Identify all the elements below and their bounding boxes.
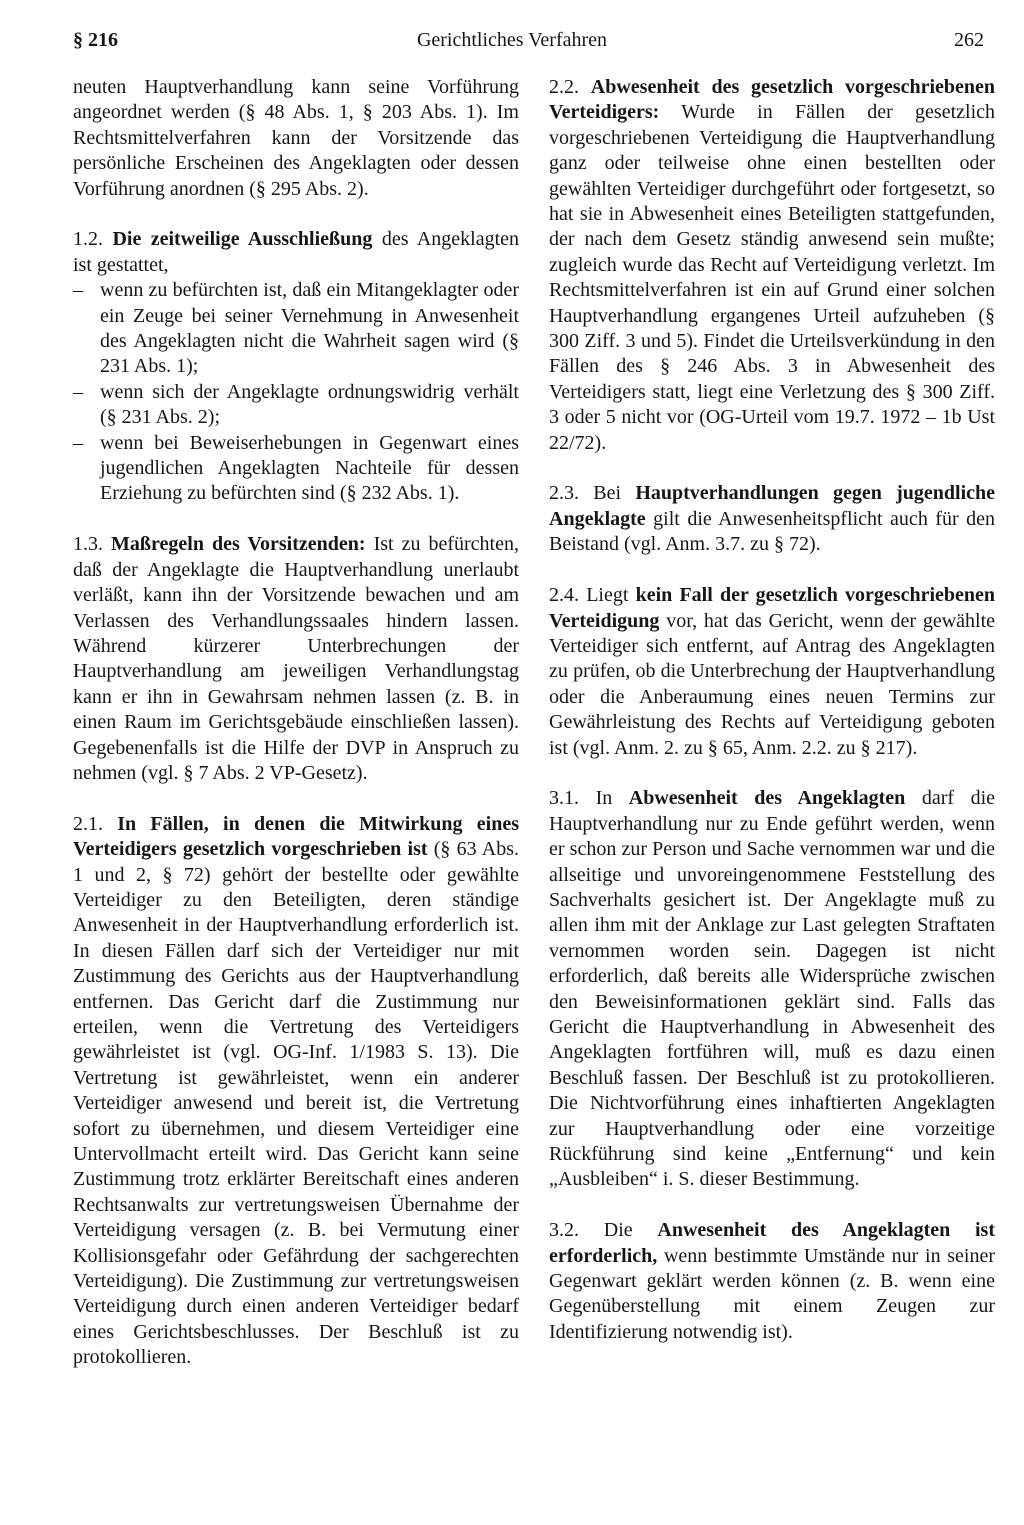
paragraph-2-1 [73,812,519,1371]
paragraph-heading: Abwesenheit des gesetzlich vorgeschriebenen Verteidigers: [549,76,996,124]
paragraph-text: Wurde in Fällen der gesetzlich vorgeschriebenen Verteidigung die Hauptverhandlung ganz oder teilweise ohne einen bestellten oder gewählten Verteidiger durchgeführt oder fortgesetzt, so hat sie in Abwesenheit eines Beteiligten stattgefunden, der nach dem Gesetz ständig anwesend sein mußte; zugleich wurde das Recht auf Verteidigung verletzt. Im Rechtsmittelverfahren ist ein auf Grund einer solchen Hauptverhandlung ergangenes Urteil aufzuheben (§ 300 Ziff. 3 und 5). Findet die Urteilsverkündung in den Fällen des § 246 Abs. 3 in Abwesenheit des Verteidigers statt, liegt eine Verletzung des § 300 Ziff. 3 oder 5 nicht vor (OG-Urteil vom 19.7. 1972 – 1b Ust 22/72). [549,101,995,454]
paragraph-2-4 [549,583,995,761]
paragraph-heading: Maßregeln des Vorsitzenden: [111,533,366,556]
right-column [549,75,995,1345]
paragraph-1-2 [73,227,519,506]
condition-list [73,278,519,507]
paragraph-number: 2.4. [549,584,579,607]
section-reference: § 216 [73,29,118,51]
paragraph-lead: In [595,787,613,810]
paragraph-text: vor, hat das Gericht, wenn der gewählte Verteidiger sich entfernt, auf Antrag des Angeklagten zu prüfen, ob die Unterbrechung der Hauptverhandlung oder die Anberaumung eines neuen Termins zur Gewährleistung des Rechts auf Verteidigung geboten ist (vgl. Anm. 2. zu § 65, Anm. 2.2. zu § 217). [549,609,996,759]
list-item: – wenn sich der Angeklagte ordnungswidrig verhält (§ 231 Abs. 2); [73,380,519,431]
paragraph-text: (§ 63 Abs. 1 und 2, § 72) gehört der bestellte oder gewählte Verteidiger zu den Beteiligten, deren ständige Anwesenheit in der Hauptverhandlung erforderlich ist. In diesen Fällen darf sich der Verteidiger nur mit Zustimmung des Gerichts aus der Hauptverhandlung entfernen. Das Gericht darf die Zustimmung nur erteilen, wenn die Vertretung des Verteidigers gewährleistet ist (vgl. OG-Inf. 1/1983 S. 13). Die Vertretung ist gewährleistet, wenn ein anderer Verteidiger anwesend und bereit ist, die Vertretung sofort zu übernehmen, und diesem Verteidiger eine Untervollmacht erteilt wird. Das Gericht kann seine Zustimmung trotz erklärter Bereitschaft eines anderen Rechtsanwalts zur vertretungsweisen Übernahme der Verteidigung versagen (z. B. bei Vermutung einer Kollisionsgefahr oder Gefährdung der sachgerechten Verteidigung). Die Zustimmung zur vertretungsweisen Verteidigung durch einen anderen Verteidiger bedarf eines Gerichtsbeschlusses. Der Beschluß ist zu protokollieren. [73,838,519,1369]
paragraph-heading: Anwesenheit des Angeklagten ist erforderlich, [549,1219,995,1267]
paragraph-text: des Angeklagten ist gestattet, [73,228,520,276]
paragraph-heading: Abwesenheit des Angeklagten [628,787,906,810]
paragraph-text: darf die Hauptverhandlung nur zu Ende geführt werden, wenn er schon zur Person und Sache vernommen war und die allseitige und unvoreingenommene Feststellung des Sachverhalts gesichert ist. Der Angeklagte muß zu allen ihm mit der Anklage zur Last gelegten Straftaten vernommen worden sein. Dagegen ist nicht erforderlich, daß bereits alle Widersprüche zwischen den Beweisinformationen geklärt sind. Falls das Gericht die Hauptverhandlung in Abwesenheit des Angeklagten fortführen will, muß es dazu einen Beschluß fassen. Der Beschluß ist zu protokollieren. Die Nichtvorführung eines inhaftierten Angeklagten zur Hauptverhandlung oder eine vorzeitige Rückführung sind keine „Entfernung“ und kein „Ausbleiben“ i. S. dieser Bestimmung. [549,787,996,1191]
paragraph-3-2 [549,1218,995,1345]
paragraph-number: 2.2. [549,76,579,98]
list-item: – wenn zu befürchten ist, daß ein Mitangeklagter oder ein Zeuge bei seiner Vernehmung in Anwesenheit des Angeklagten nicht die Wahrheit sagen wird (§ 231 Abs. 1); [73,278,519,380]
paragraph-number: 2.1. [73,812,103,835]
paragraph-2-3 [549,481,995,557]
paragraph-text: gilt die Anwesenheitspflicht auch für den Beistand (vgl. Anm. 3.7. zu § 72). [549,507,996,556]
paragraph-text: Ist zu befürchten, daß der Angeklagte die Hauptverhandlung unerlaubt verläßt, kann ihn der Vorsitzende bewachen und am Verlassen des Verhandlungssaales hindern lassen. Während kürzerer Unterbrechungen der Hauptverhandlung am jeweiligen Verhandlungstag kann er ihn in Gewahrsam nehmen lassen (z. B. in einen Raum im Gerichtsgebäude einschließen lassen). Gegebenenfalls ist die Hilfe der DVP in Anspruch zu nehmen (vgl. § 7 Abs. 2 VP-Gesetz). [73,533,519,784]
paragraph-3-1 [549,786,995,1193]
paragraph-number: 3.1. [549,787,579,810]
paragraph-heading: In Fällen, in denen die Mitwirkung eines Verteidigers gesetzlich vorgeschrieben ist [73,812,519,861]
list-item: – wenn bei Beweiserhebungen in Gegenwart eines jugendlichen Angeklagten Nachteile für dessen Erziehung zu befürchten sind (§ 232 Abs. 1). [73,431,519,507]
paragraph-lead: Liegt [586,584,629,607]
running-header: Gerichtliches Verfahren [416,29,608,51]
paragraph-lead: Die [603,1219,633,1242]
paragraph-heading: kein Fall der gesetzlich vorgeschriebenen Verteidigung [549,584,996,632]
paragraph-continuation: neuten Hauptverhandlung kann seine Vorführung angeordnet werden (§ 48 Abs. 1, § 203 Abs. 1). Im Rechtsmittelverfahren kann der Vorsitzende das persönliche Erscheinen des Angeklagten oder dessen Vorführung anordnen (§ 295 Abs. 2). [73,76,519,200]
paragraph-heading: Die zeitweilige Ausschließung [112,228,373,251]
paragraph-lead: Bei [593,482,622,505]
paragraph-number: 1.2. [73,228,103,251]
paragraph-number: 2.3. [549,482,579,505]
paragraph-number: 1.3. [73,533,103,556]
paragraph-1-3 [73,532,519,786]
left-column [73,75,519,1371]
paragraph-2-2 [549,75,995,456]
page-number: 262 [954,29,984,51]
paragraph-number: 3.2. [549,1219,579,1242]
paragraph-heading: Hauptverhandlungen gegen jugendliche Angeklagte [549,482,995,530]
paragraph-text: wenn bestimmte Umstände nur in seiner Gegenwart geklärt werden können (z. B. wenn eine Gegenüberstellung mit einem Zeugen zur Identifizierung notwendig ist). [549,1244,995,1343]
